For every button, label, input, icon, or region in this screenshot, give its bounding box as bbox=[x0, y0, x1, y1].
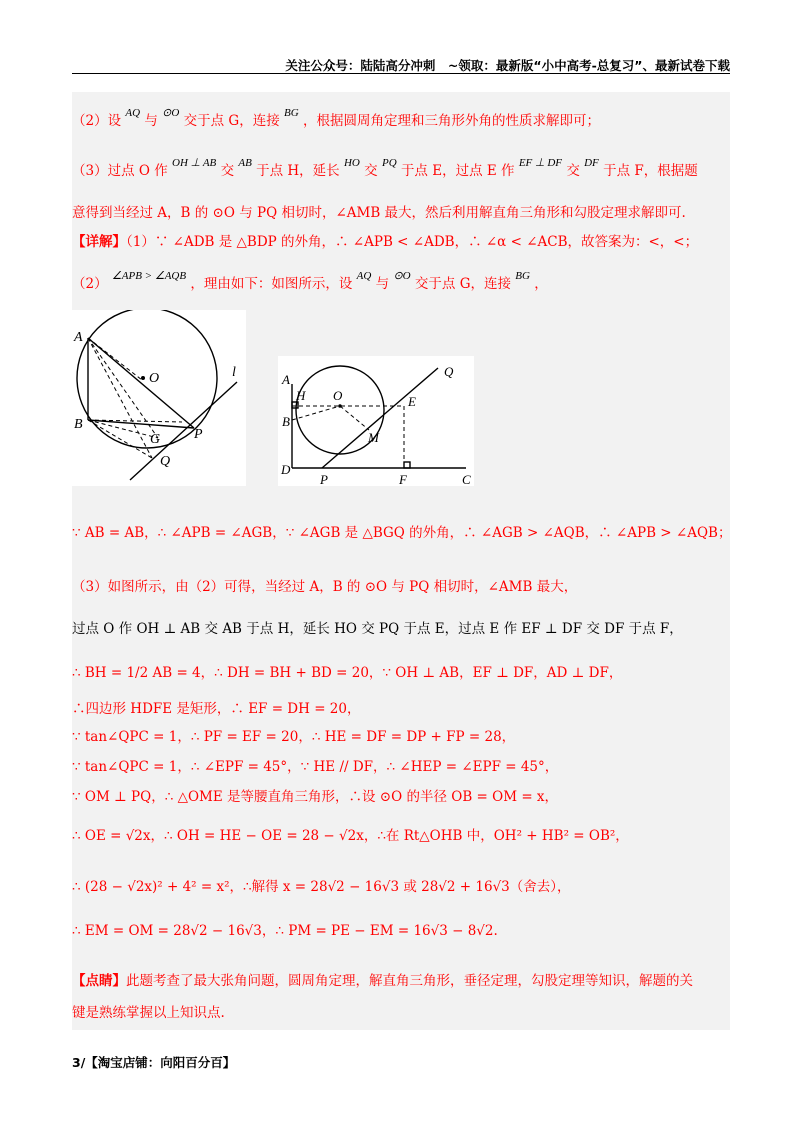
fig1-label-q: Q bbox=[160, 454, 171, 469]
text-line-1 bbox=[72, 107, 600, 131]
l2-part-e: 于点 E，过点 E 作 bbox=[400, 163, 515, 179]
l2-part-f: 交 bbox=[566, 163, 580, 179]
fig1-label-a: A bbox=[74, 330, 83, 345]
text-line-6: ∵ AB = AB，∴ ∠APB = ∠AGB，∵ ∠AGB 是 △BGQ 的外角，∴ ∠AGB > ∠AQB，∴ ∠APB > ∠AQB； bbox=[72, 525, 732, 541]
math-bg: BG bbox=[284, 107, 299, 119]
text-line-18: 键是熟练掌握以上知识点. bbox=[72, 1005, 225, 1021]
l4-text: （1）∵ ∠ADB 是 △BDP 的外角，∴ ∠APB < ∠ADB，∴ ∠α < ∠ACB，故答案为：<，<； bbox=[126, 234, 699, 250]
figure-2 bbox=[278, 356, 474, 486]
l2-part-c: 于点 H，延长 bbox=[256, 163, 340, 179]
math-bg-2: BG bbox=[515, 270, 530, 282]
fig2-label-b: B bbox=[282, 414, 290, 429]
text-line-5 bbox=[72, 270, 548, 294]
text-line-15: ∴ (28 − √2x)² + 4² = x²，∴解得 x = 28√2 − 16√3 或 28√2 + 16√3（舍去）， bbox=[72, 879, 571, 895]
page-footer: 3/【淘宝店铺：向阳百分百】 bbox=[72, 1055, 236, 1070]
l1-part-b: 与 bbox=[144, 113, 158, 129]
header-rule bbox=[72, 73, 730, 74]
math-ef-df: EF ⊥ DF bbox=[518, 157, 563, 169]
fig2-label-p: P bbox=[320, 472, 328, 486]
math-apb-aqb: ∠APB > ∠AQB bbox=[111, 270, 187, 282]
l1-part-d: ，根据圆周角定理和三角形外角的性质求解即可； bbox=[302, 113, 600, 129]
text-line-14: ∴ OE = √2x，∴ OH = HE − OE = 28 − √2x，∴在 Rt△OHB 中，OH² + HB² = OB²， bbox=[72, 828, 629, 844]
l2-part-d: 交 bbox=[364, 163, 378, 179]
fig2-label-d: D bbox=[281, 462, 291, 477]
text-line-9: ∴ BH = 1/2 AB = 4，∴ DH = BH + BD = 20，∵ OH ⊥ AB，EF ⊥ DF，AD ⊥ DF， bbox=[72, 665, 623, 681]
text-line-17 bbox=[72, 972, 693, 990]
fig2-label-h: H bbox=[296, 388, 306, 403]
solution-content bbox=[72, 92, 730, 1030]
l5-part-c: 与 bbox=[375, 276, 390, 292]
fig2-label-o: O bbox=[333, 388, 343, 403]
l5-part-e: ， bbox=[534, 276, 548, 292]
fig2-label-q: Q bbox=[444, 364, 454, 379]
text-line-12: ∵ tan∠QPC = 1，∴ ∠EPF = 45°，∵ HE // DF，∴ ∠HEP = ∠EPF = 45°， bbox=[72, 759, 559, 775]
fig2-label-e: E bbox=[408, 394, 416, 409]
text-line-16: ∴ EM = OM = 28√2 − 16√3，∴ PM = PE − EM = 16√3 − 8√2. bbox=[72, 923, 498, 939]
l5-part-a: （2） bbox=[72, 276, 108, 292]
l2-part-g: 于点 F，根据题 bbox=[603, 163, 698, 179]
fig2-label-f: F bbox=[399, 472, 407, 486]
l1-part-c: 交于点 G，连接 bbox=[183, 113, 280, 129]
text-line-8: 过点 O 作 OH ⊥ AB 交 AB 于点 H，延长 HO 交 PQ 于点 E，过点 E 作 EF ⊥ DF 交 DF 于点 F， bbox=[72, 621, 683, 637]
l5-part-b: ，理由如下：如图所示，设 bbox=[190, 276, 353, 292]
fig1-label-p: P bbox=[194, 427, 203, 442]
math-circle-o: ⊙O bbox=[162, 107, 180, 119]
fig2-label-c: C bbox=[462, 472, 471, 486]
math-aq: AQ bbox=[125, 107, 141, 119]
math-df: DF bbox=[584, 157, 599, 169]
text-line-3: 意得到当经过 A，B 的 ⊙O 与 PQ 相切时，∠AMB 最大，然后利用解直角三角形和勾股定理求解即可. bbox=[72, 205, 686, 221]
l2-part-a: （3）过点 O 作 bbox=[72, 163, 168, 179]
text-line-11: ∵ tan∠QPC = 1，∴ PF = EF = 20，∴ HE = DF = DP + FP = 28， bbox=[72, 729, 516, 745]
text-line-4 bbox=[72, 233, 698, 251]
text-line-2 bbox=[72, 157, 698, 181]
text-line-13: ∵ OM ⊥ PQ，∴ △OME 是等腰直角三角形，∴设 ⊙O 的半径 OB = OM = x， bbox=[72, 789, 559, 805]
math-ho: HO bbox=[343, 157, 360, 169]
math-aq-2: AQ bbox=[356, 270, 372, 282]
l1-part-a: （2）设 bbox=[72, 113, 122, 129]
fig2-label-m: M bbox=[368, 430, 379, 445]
text-line-10: ∴四边形 HDFE 是矩形，∴ EF = DH = 20， bbox=[72, 701, 361, 717]
math-circle-o-2: ⊙O bbox=[393, 270, 411, 282]
math-ab: AB bbox=[238, 157, 252, 169]
l17-text: 此题考查了最大张角问题，圆周角定理，解直角三角形，垂径定理，勾股定理等知识，解题的关 bbox=[126, 973, 693, 989]
l2-part-b: 交 bbox=[220, 163, 235, 179]
text-line-7: （3）如图所示，由（2）可得，当经过 A，B 的 ⊙O 与 PQ 相切时，∠AMB 最大， bbox=[72, 579, 578, 595]
fig1-label-b: B bbox=[74, 417, 83, 432]
key-point-tag: 【点睛】 bbox=[72, 973, 126, 989]
math-pq: PQ bbox=[381, 157, 397, 169]
figure-1 bbox=[72, 310, 246, 486]
math-oh-ab: OH ⊥ AB bbox=[172, 157, 217, 169]
detail-tag: 【详解】 bbox=[72, 234, 126, 250]
fig1-label-l: l bbox=[232, 365, 236, 380]
fig1-label-g: G bbox=[150, 432, 161, 447]
fig1-label-o: O bbox=[149, 371, 160, 386]
fig2-label-a: A bbox=[282, 372, 290, 387]
page-header: 关注公众号：陆陆高分冲刺 ~领取：最新版“小中高考-总复习”、最新试卷下载 bbox=[285, 58, 730, 73]
l5-part-d: 交于点 G，连接 bbox=[414, 276, 511, 292]
